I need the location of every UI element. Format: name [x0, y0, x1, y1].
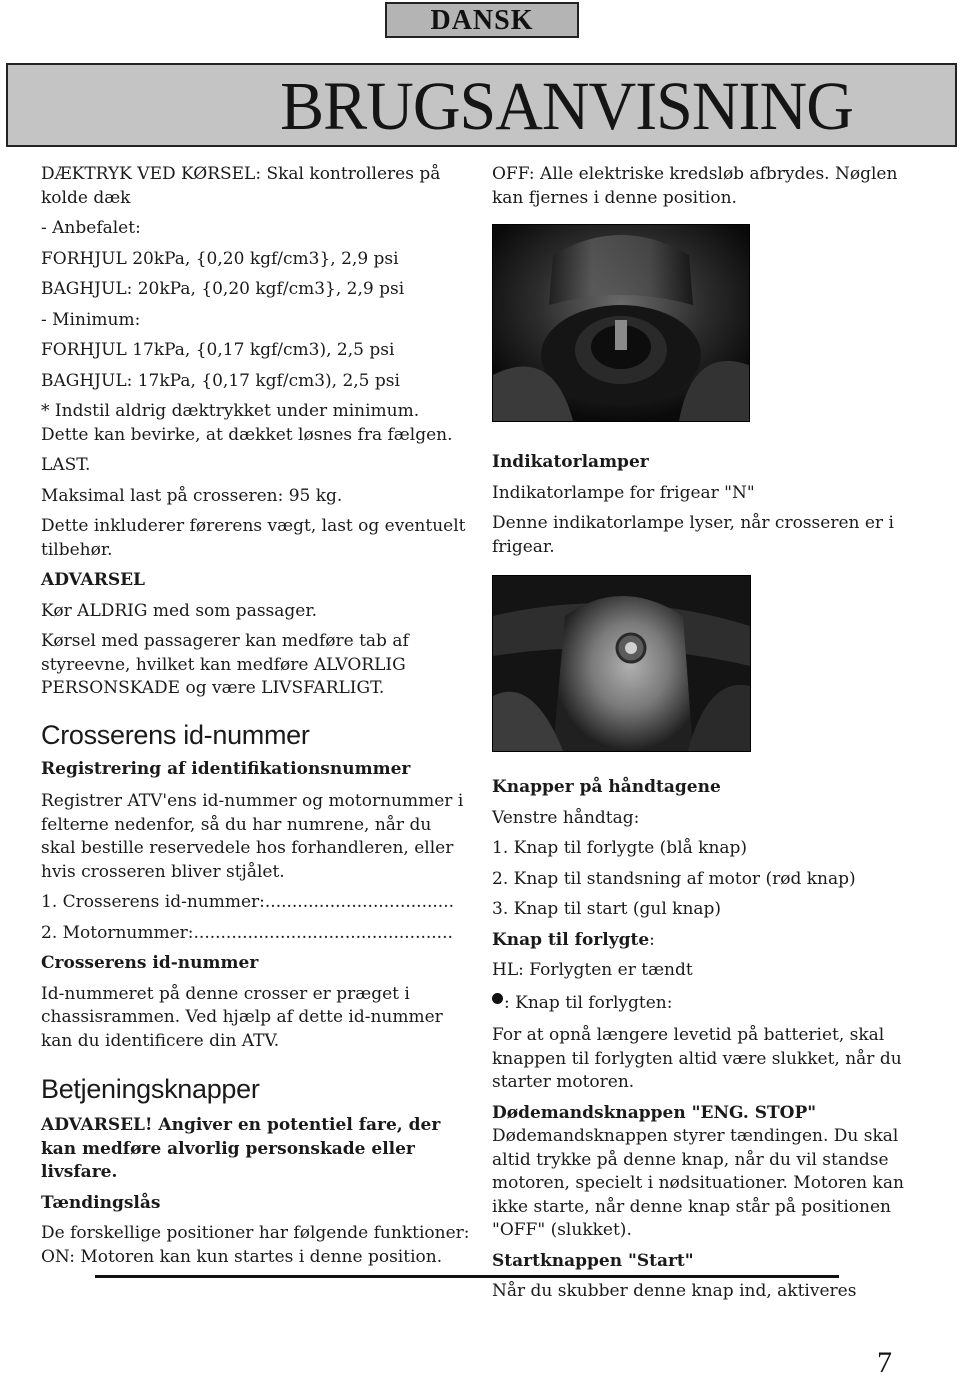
- headlight-heading: Knap til forlygte: [492, 929, 650, 950]
- id-number-field: 1. Crosserens id-nummer:...................................: [41, 892, 455, 912]
- front-minimum: FORHJUL 17kPa, {0,17 kgf/cm3), 2,5 psi: [41, 340, 395, 360]
- handlebar-heading: Knapper på håndtagene: [492, 777, 721, 797]
- language-label: DANSK: [385, 2, 579, 38]
- front-recommended: FORHJUL 20kPa, {0,20 kgf/cm3}, 2,9 psi: [41, 248, 399, 269]
- recommended-label: - Anbefalet:: [41, 218, 141, 238]
- left-handle-label: Venstre håndtag:: [492, 807, 640, 828]
- engine-number-field: 2. Motornummer:................................................: [41, 922, 453, 943]
- battery-text: For at opnå længere levetid på batteriet, skal knappen til forlygten altid være slukket, når du starter motoren.: [492, 1025, 902, 1092]
- registration-heading: Registrering af identifikationsnummer: [41, 758, 411, 779]
- tire-pressure-intro: DÆKTRYK VED KØRSEL: Skal kontrolleres på kolde dæk: [41, 164, 441, 208]
- indicator-heading: Indikatorlamper: [492, 452, 649, 472]
- start-text: Når du skubber denne knap ind, aktiveres: [492, 1281, 857, 1301]
- ignition-on: ON: Motoren kan kun startes i denne position.: [41, 1246, 443, 1267]
- rear-recommended: BAGHJUL: 20kPa, {0,20 kgf/cm3}, 2,9 psi: [41, 279, 405, 299]
- deadman-heading: Dødemandsknappen "ENG. STOP": [492, 1102, 817, 1123]
- ignition-text: De forskellige positioner har følgende funktioner:: [41, 1223, 470, 1243]
- ignition-heading: Tændingslås: [41, 1192, 161, 1213]
- right-column: [492, 163, 924, 1304]
- pressure-note: * Indstil aldrig dæktrykket under minimum. Dette kan bevirke, at dækket løsnes fra fælgen.: [41, 401, 453, 445]
- neutral-lamp-text: Denne indikatorlampe lyser, når crosseren er i frigear.: [492, 513, 894, 557]
- minimum-label: - Minimum:: [41, 309, 141, 330]
- left-column: [41, 163, 471, 1269]
- headlight-heading-colon: :: [649, 929, 655, 950]
- page-number: 7: [877, 1346, 892, 1379]
- rear-minimum: BAGHJUL: 17kPa, {0,17 kgf/cm3), 2,5 psi: [41, 370, 400, 391]
- start-heading: Startknappen "Start": [492, 1250, 694, 1271]
- max-load: Maksimal last på crosseren: 95 kg.: [41, 485, 343, 506]
- dot-line: [492, 992, 924, 1016]
- id-heading: Crosserens id-nummer: [41, 953, 259, 973]
- page-title: BRUGSANVISNING: [280, 68, 853, 145]
- ignition-switch-image: [493, 225, 749, 421]
- warning-heading: ADVARSEL: [41, 570, 146, 590]
- stop-button-item: 2. Knap til standsning af motor (rød knap): [492, 868, 856, 889]
- headlight-dot-icon: [492, 993, 503, 1004]
- headlight-button-item: 1. Knap til forlygte (blå knap): [492, 838, 748, 858]
- ignition-photo: [492, 224, 750, 422]
- footer-rule: [95, 1275, 839, 1278]
- controls-warning: ADVARSEL! Angiver en potentiel fare, der kan medføre alvorlig personskade eller livsfare.: [41, 1115, 441, 1182]
- dot-text: : Knap til forlygten:: [504, 992, 673, 1013]
- deadman-text: Dødemandsknappen styrer tændingen. Du skal altid trykke på denne knap, når du vil standse motoren, specielt i nødsituationer. Motoren kan ikke starte, når denne knap står på positionen "OFF" (slukket).: [492, 1126, 904, 1240]
- id-text: Id-nummeret på denne crosser er præget i chassisrammen. Ved hjælp af dette id-nummer kan du identificere din ATV.: [41, 983, 443, 1051]
- indicator-lamp-image: [493, 576, 750, 751]
- hl-text: HL: Forlygten er tændt: [492, 960, 693, 980]
- no-passenger: Kør ALDRIG med som passager.: [41, 600, 318, 621]
- controls-section-title: Betjeningsknapper: [41, 1074, 260, 1104]
- registration-text: Registrer ATV'ens id-nummer og motornummer i felterne nedenfor, så du har numrene, når du skal bestille reservedele hos forhandleren, eller hvis crosseren bliver stjålet.: [41, 791, 464, 882]
- passenger-risk: Kørsel med passagerer kan medføre tab af styreevne, hvilket kan medføre ALVORLIG PERSONSKADE og være LIVSFARLIGT.: [41, 631, 409, 698]
- neutral-lamp-label: Indikatorlampe for frigear "N": [492, 482, 755, 503]
- start-button-item: 3. Knap til start (gul knap): [492, 899, 722, 919]
- id-section-title: Crosserens id-nummer: [41, 719, 310, 750]
- load-heading: LAST.: [41, 455, 91, 475]
- title-banner: [6, 63, 957, 147]
- load-includes: Dette inkluderer førerens vægt, last og eventuelt tilbehør.: [41, 516, 466, 560]
- indicator-photo: [492, 575, 751, 752]
- headlight-heading-line: [492, 929, 924, 953]
- ignition-off: OFF: Alle elektriske kredsløb afbrydes. Nøglen kan fjernes i denne position.: [492, 164, 898, 208]
